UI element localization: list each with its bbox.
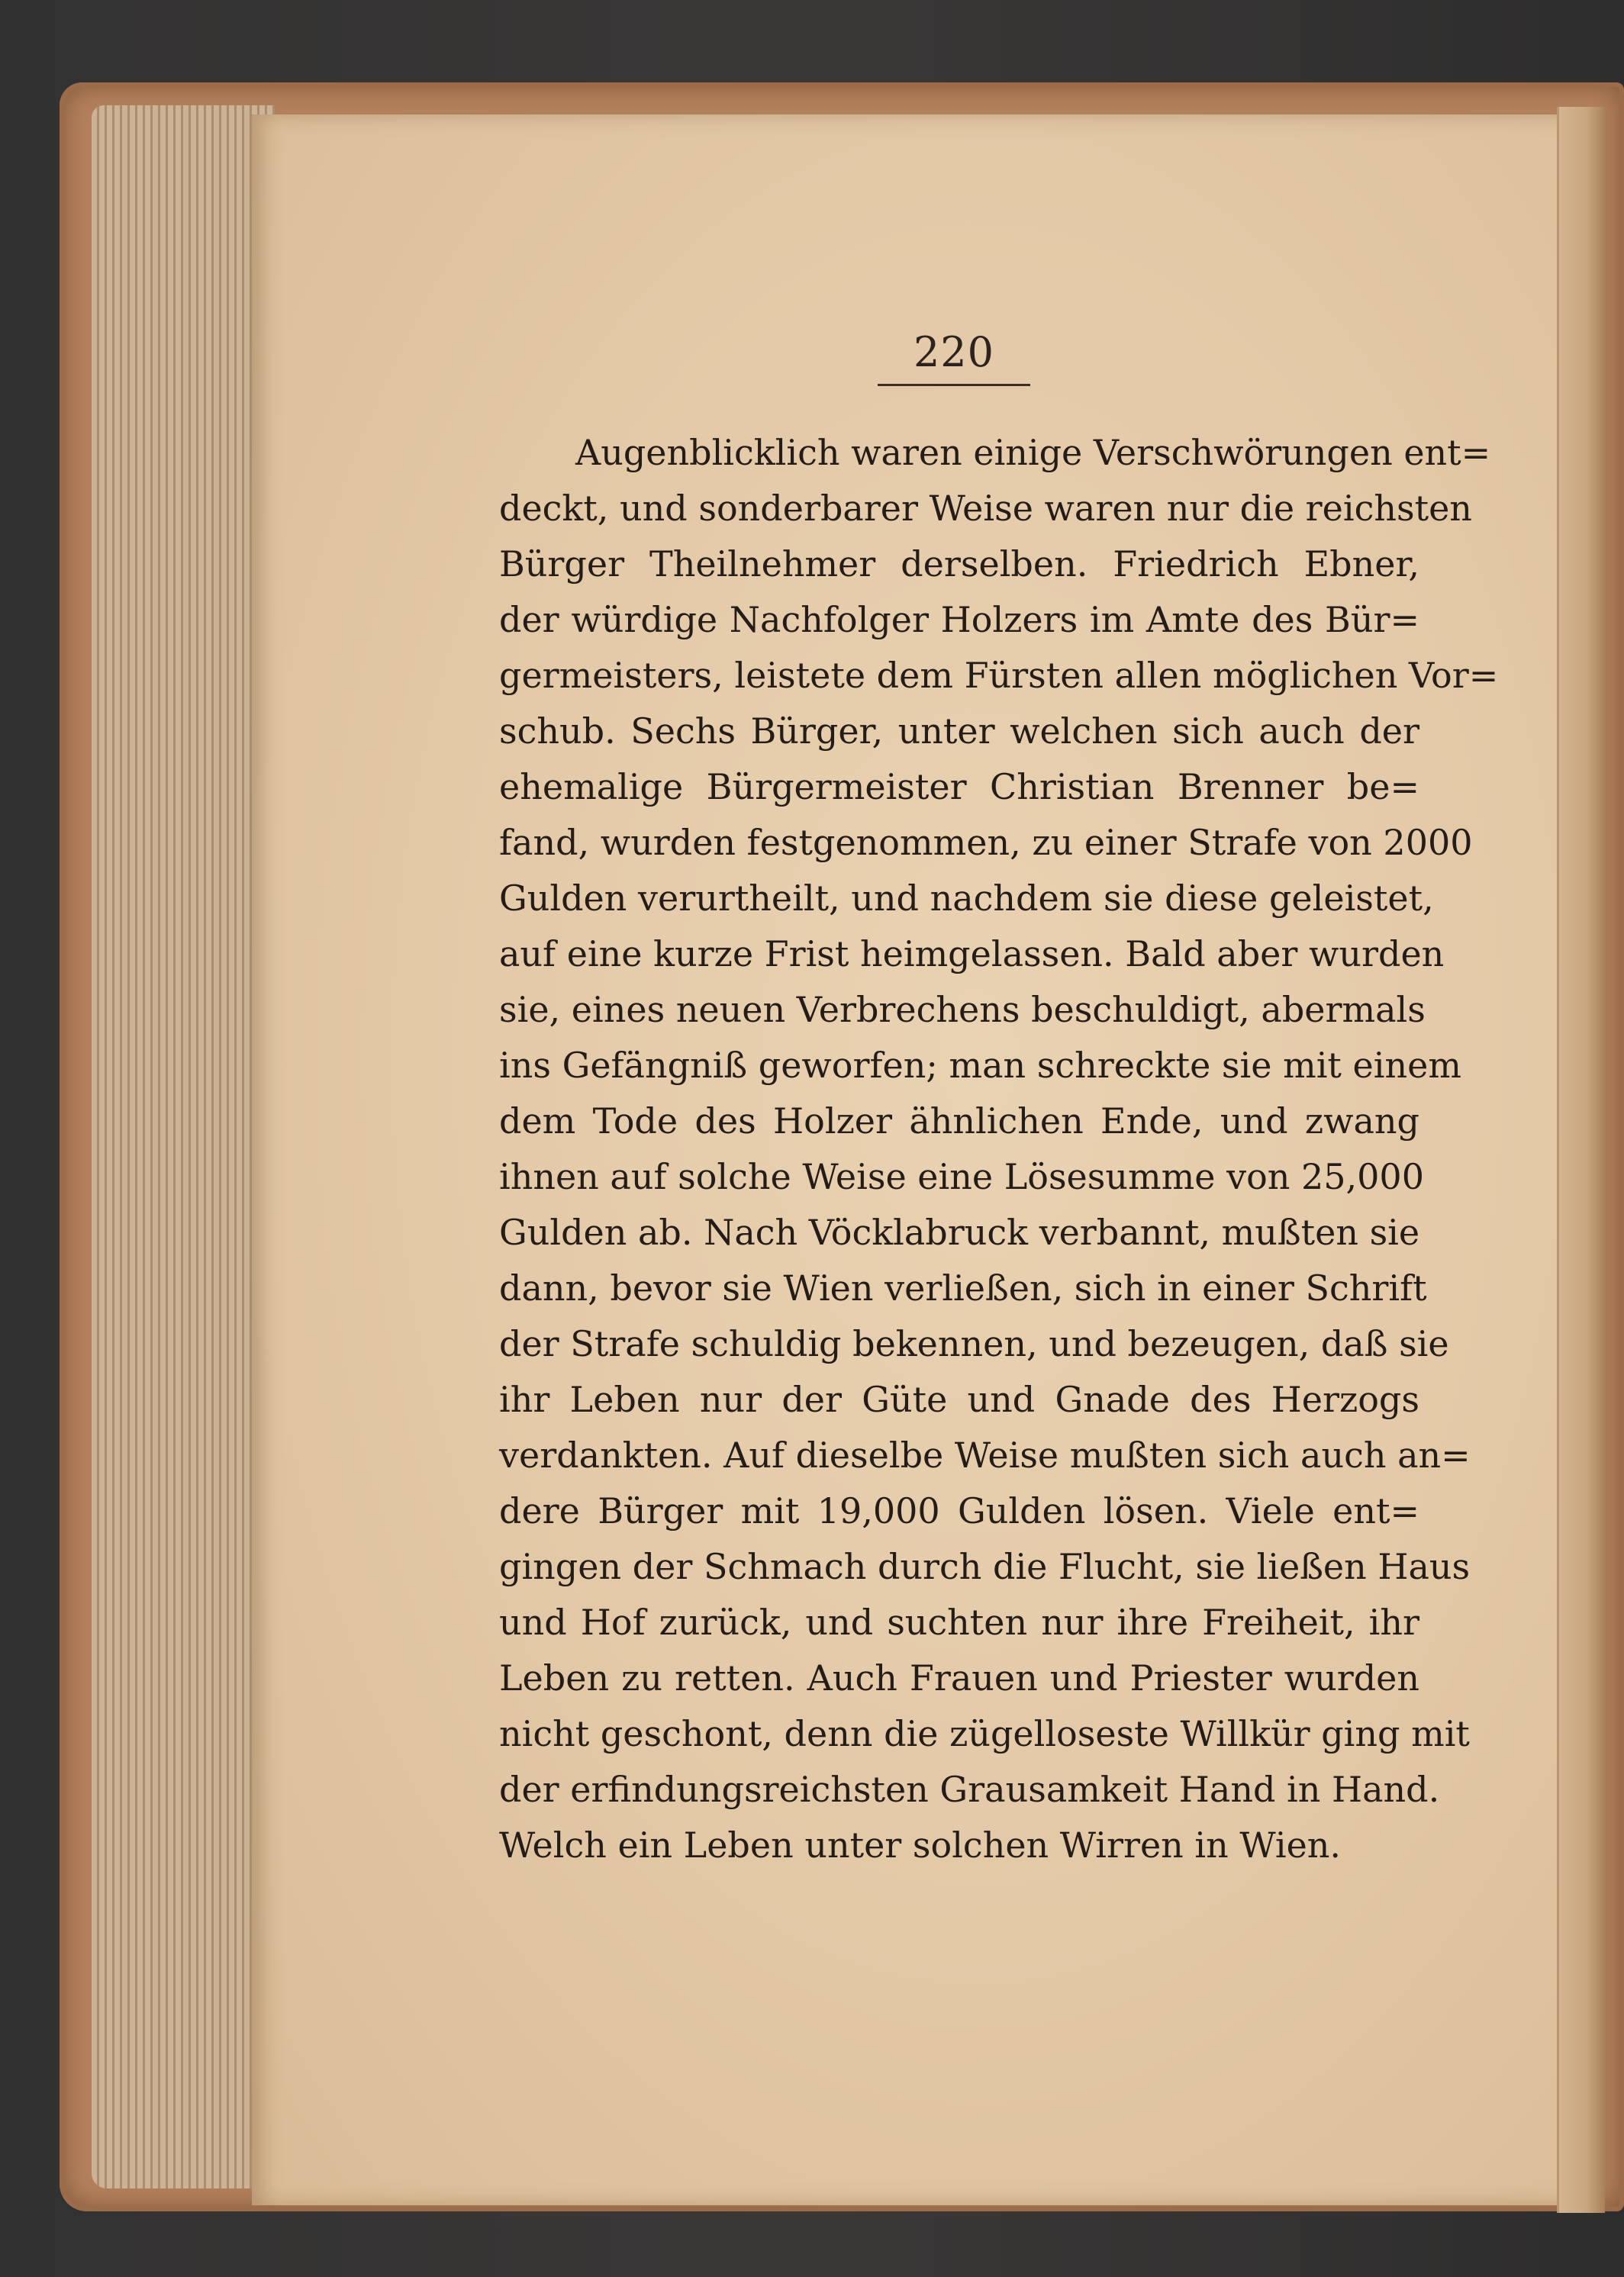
text-line: ihnen auf solche Weise eine Lösesumme von 25,000 [499,1156,1424,1197]
text-line: dere Bürger mit 19,000 Gulden lösen. Viele ent= [499,1490,1419,1531]
text-line: ins Gefängniß geworfen; man schreckte sie mit einem [499,1045,1461,1086]
text-line: der Strafe schuldig bekennen, und bezeugen, daß sie [499,1323,1449,1364]
text-line: fand, wurden festgenommen, zu einer Strafe von 2000 [499,822,1473,863]
text-line: deckt, und sonderbarer Weise waren nur die reichsten [499,488,1472,529]
text-line: auf eine kurze Frist heimgelassen. Bald aber wurden [499,933,1445,974]
text-line: gingen der Schmach durch die Flucht, sie ließen Haus [499,1546,1471,1587]
text-line: und Hof zurück, und suchten nur ihre Freiheit, ihr [499,1602,1419,1643]
page-edges-right [1557,107,1605,2213]
text-line: Gulden verurtheilt, und nachdem sie diese geleistet, [499,878,1434,919]
text-line: Gulden ab. Nach Vöcklabruck verbannt, mußten sie [499,1212,1420,1253]
text-line: germeisters, leistete dem Fürsten allen möglichen Vor= [499,655,1499,696]
text-line: ihr Leben nur der Güte und Gnade des Herzogs [499,1379,1419,1420]
text-line: sie, eines neuen Verbrechens beschuldigt, abermals [499,989,1426,1030]
text-line: dem Tode des Holzer ähnlichen Ende, und zwang [499,1100,1419,1142]
text-line: verdankten. Auf dieselbe Weise mußten sich auch an= [499,1435,1471,1476]
text-line: nicht geschont, denn die zügelloseste Willkür ging mit [499,1713,1470,1754]
text-line: ehemalige Bürgermeister Christian Brenner be= [499,766,1419,807]
text-line: dann, bevor sie Wien verließen, sich in einer Schrift [499,1267,1427,1309]
text-line: der würdige Nachfolger Holzers im Amte des Bür= [499,599,1419,640]
page-number: 220 [913,328,995,376]
text-line: der erfindungsreichsten Grausamkeit Hand in Hand. [499,1769,1440,1810]
body-text [499,425,1499,1873]
text-line: schub. Sechs Bürger, unter welchen sich auch der [499,710,1419,752]
page-number-rule [878,384,1030,386]
text-line: Augenblicklich waren einige Verschwörungen ent= [575,432,1491,473]
text-line: Leben zu retten. Auch Frauen und Priester wurden [499,1657,1419,1699]
page-edges-left [92,105,275,2188]
text-line: Bürger Theilnehmer derselben. Friedrich Ebner, [499,543,1419,585]
text-line-last: Welch ein Leben unter solchen Wirren in Wien. [499,1824,1342,1866]
